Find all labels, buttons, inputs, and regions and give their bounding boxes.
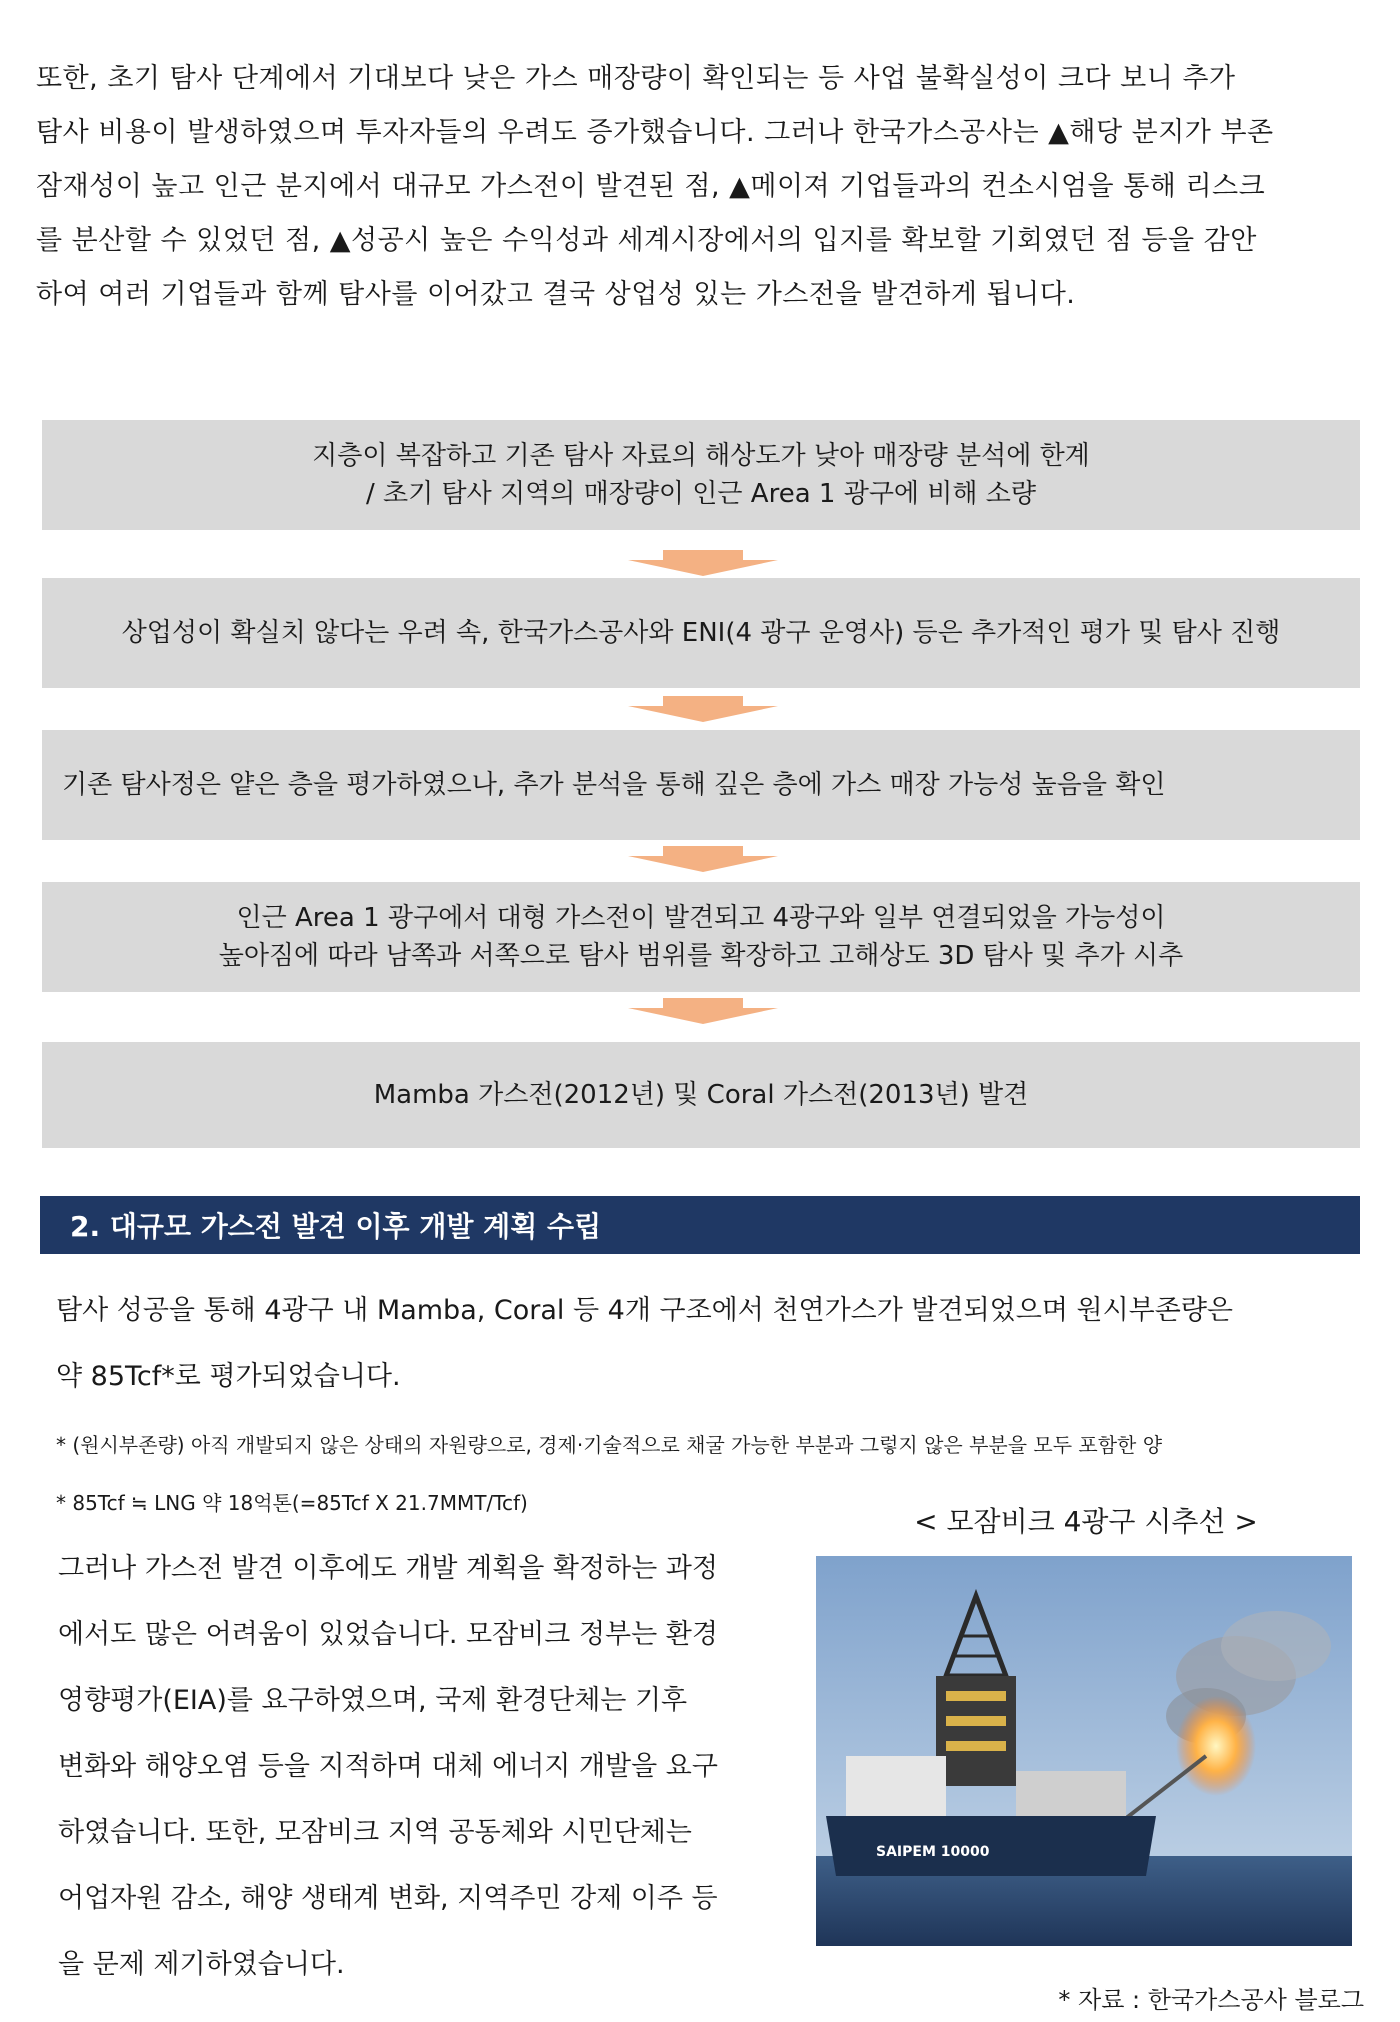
footnote: * (원시부존량) 아직 개발되지 않은 상태의 자원량으로, 경제·기술적으로 채굴 가능한 부분과 그렇지 않은 부분을 모두 포함한 양 <box>56 1433 1163 1457</box>
intro-paragraph <box>36 52 1376 322</box>
flow-step-1-line: 지층이 복잡하고 기존 탐사 자료의 해상도가 낮아 매장량 분석에 한계 <box>312 441 1090 471</box>
intro-line: 또한, 초기 탐사 단계에서 기대보다 낮은 가스 매장량이 확인되는 등 사업 불확실성이 크다 보니 추가 <box>36 63 1236 94</box>
flow-step-2-text: 상업성이 확실치 않다는 우려 속, 한국가스공사와 ENI(4 광구 운영사) 등은 추가적인 평가 및 탐사 진행 <box>121 618 1281 648</box>
section-header <box>40 1196 1360 1254</box>
section-paragraph <box>56 1278 1376 1410</box>
flow-step-4 <box>42 882 1360 992</box>
paragraph-line: 탐사 성공을 통해 4광구 내 Mamba, Coral 등 4개 구조에서 천연가스가 발견되었으며 원시부존량은 <box>56 1295 1233 1326</box>
down-arrow-icon <box>628 696 778 722</box>
flow-step-3 <box>42 730 1360 840</box>
paragraph-line: 을 문제 제기하였습니다. <box>58 1949 345 1980</box>
drillship-photo <box>816 1556 1352 1946</box>
flow-step-2 <box>42 578 1360 688</box>
flow-step-1-line: / 초기 탐사 지역의 매장량이 인근 Area 1 광구에 비해 소량 <box>365 479 1037 509</box>
down-arrow-icon <box>628 846 778 872</box>
flow-step-5-text: Mamba 가스전(2012년) 및 Coral 가스전(2013년) 발견 <box>373 1080 1029 1110</box>
flow-step-4-line: 높아짐에 따라 남쪽과 서쪽으로 탐사 범위를 확장하고 고해상도 3D 탐사 및 추가 시추 <box>218 941 1184 971</box>
paragraph-line: 변화와 해양오염 등을 지적하며 대체 에너지 개발을 요구 <box>58 1751 718 1782</box>
intro-line: 탐사 비용이 발생하였으며 투자자들의 우려도 증가했습니다. 그러나 한국가스공사는 ▲해당 분지가 부존 <box>36 117 1274 148</box>
body-paragraph <box>58 1536 798 1998</box>
paragraph-line: 그러나 가스전 발견 이후에도 개발 계획을 확정하는 과정 <box>58 1553 718 1584</box>
paragraph-line: 하였습니다. 또한, 모잠비크 지역 공동체와 시민단체는 <box>58 1817 692 1848</box>
paragraph-line: 어업자원 감소, 해양 생태계 변화, 지역주민 강제 이주 등 <box>58 1883 718 1914</box>
down-arrow-icon <box>628 998 778 1024</box>
figure-caption: < 모잠비크 4광구 시추선 > <box>914 1505 1258 1538</box>
flow-step-5 <box>42 1042 1360 1148</box>
footnote: * 85Tcf ≒ LNG 약 18억톤(=85Tcf X 21.7MMT/Tcf) <box>56 1491 528 1515</box>
intro-line: 하여 여러 기업들과 함께 탐사를 이어갔고 결국 상업성 있는 가스전을 발견하게 됩니다. <box>36 279 1076 310</box>
section-title: 2. 대규모 가스전 발견 이후 개발 계획 수립 <box>70 1210 602 1243</box>
image-source: * 자료 : 한국가스공사 블로그 <box>1058 1986 1364 2014</box>
flow-step-4-line: 인근 Area 1 광구에서 대형 가스전이 발견되고 4광구와 일부 연결되었을 가능성이 <box>236 903 1166 933</box>
intro-line: 를 분산할 수 있었던 점, ▲성공시 높은 수익성과 세계시장에서의 입지를 확보할 기회였던 점 등을 감안 <box>36 225 1257 256</box>
paragraph-line: 영향평가(EIA)를 요구하였으며, 국제 환경단체는 기후 <box>58 1685 688 1716</box>
paragraph-line: 에서도 많은 어려움이 있었습니다. 모잠비크 정부는 환경 <box>58 1619 718 1650</box>
flow-step-3-text: 기존 탐사정은 얕은 층을 평가하였으나, 추가 분석을 통해 깊은 층에 가스 매장 가능성 높음을 확인 <box>62 770 1166 800</box>
intro-line: 잠재성이 높고 인근 분지에서 대규모 가스전이 발견된 점, ▲메이져 기업들과의 컨소시엄을 통해 리스크 <box>36 171 1266 202</box>
down-arrow-icon <box>628 550 778 576</box>
flow-step-1 <box>42 420 1360 530</box>
paragraph-line: 약 85Tcf*로 평가되었습니다. <box>56 1361 401 1392</box>
ship-label: SAIPEM 10000 <box>876 1844 990 1860</box>
